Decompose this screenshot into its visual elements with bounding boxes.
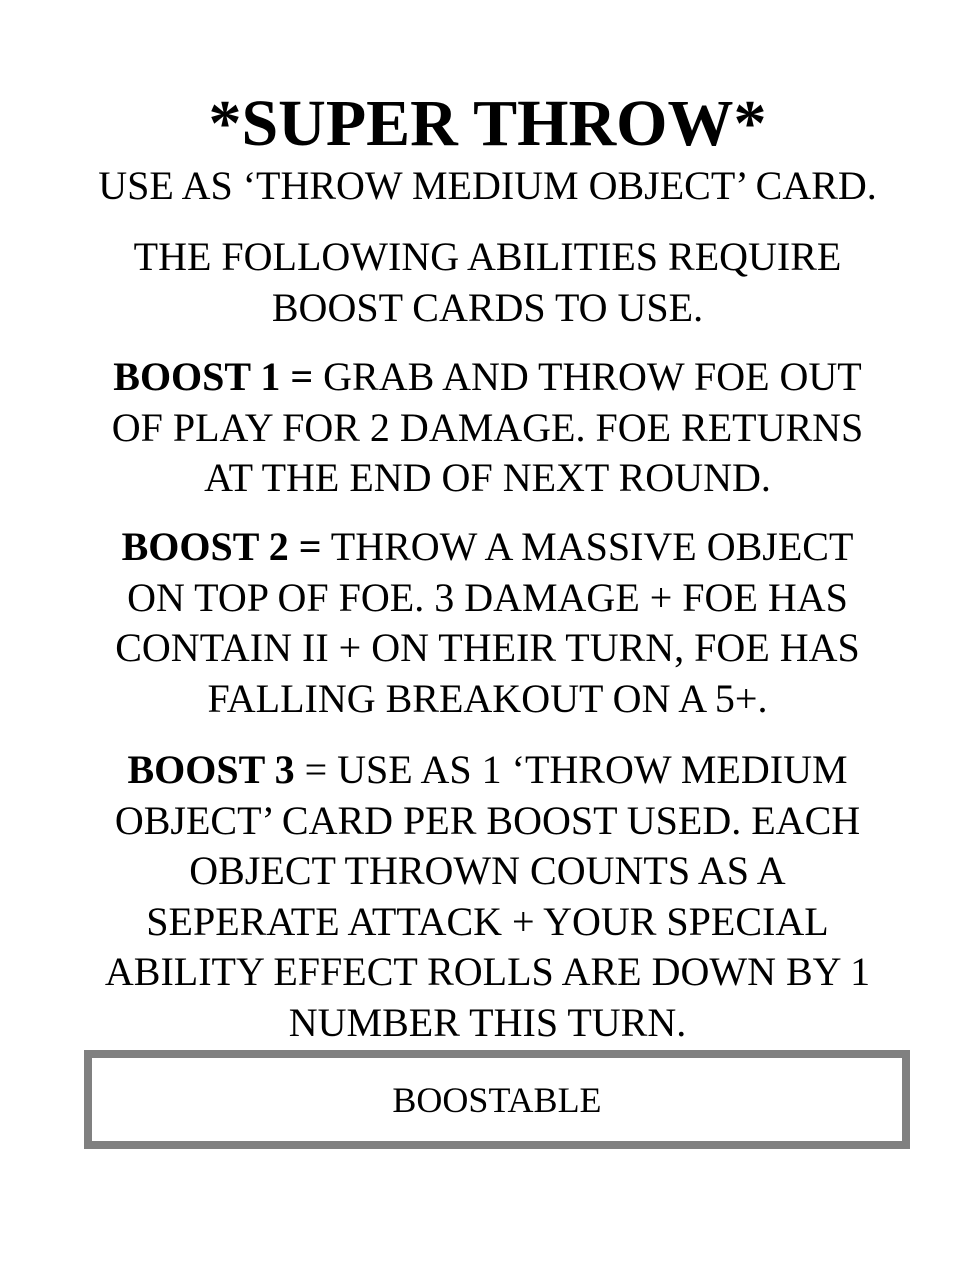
boost-2-label: BOOST 2 = [121,524,322,569]
boostable-box [84,1050,910,1149]
intro-paragraph [60,232,915,333]
boost-1-text: GRAB AND THROW FOE OUT [313,354,862,399]
boost-3-text: = USE AS 1 ‘THROW MEDIUM [294,747,848,792]
boost-2-line: FALLING BREAKOUT ON A 5+. [207,675,768,721]
boost-1-first-line [60,352,915,403]
boost-2-first-line [60,522,915,573]
boost-1-paragraph [60,352,915,504]
boost-3-line: OBJECT THROWN COUNTS AS A [189,848,786,893]
boost-3-label: BOOST 3 [127,747,295,792]
boostable-label: BOOSTABLE [392,1079,602,1120]
boost-3-first-line [60,745,915,796]
boost-3-paragraph [60,745,915,1048]
card-title: *SUPER THROW* [208,87,767,160]
boost-2-text: THROW A MASSIVE OBJECT [321,524,854,569]
card-subtitle: USE AS ‘THROW MEDIUM OBJECT’ CARD. [98,163,877,208]
boost-1-line: AT THE END OF NEXT ROUND. [204,455,771,500]
boost-2-line: ON TOP OF FOE. 3 DAMAGE + FOE HAS [127,574,848,620]
boost-2-line: CONTAIN II + ON THEIR TURN, FOE HAS [115,625,860,670]
boost-1-label: BOOST 1 = [113,354,314,399]
boost-3-line: NUMBER THIS TURN. [288,999,687,1045]
boost-1-line: OF PLAY FOR 2 DAMAGE. FOE RETURNS [111,404,864,450]
intro-line: THE FOLLOWING ABILITIES REQUIRE [133,234,842,279]
boost-3-line: OBJECT’ CARD PER BOOST USED. EACH [114,797,861,843]
intro-line: BOOST CARDS TO USE. [271,284,704,330]
boost-3-line: SEPERATE ATTACK + YOUR SPECIAL [146,898,829,944]
boost-3-line: ABILITY EFFECT ROLLS ARE DOWN BY 1 [104,949,871,994]
boost-2-paragraph [60,522,915,724]
